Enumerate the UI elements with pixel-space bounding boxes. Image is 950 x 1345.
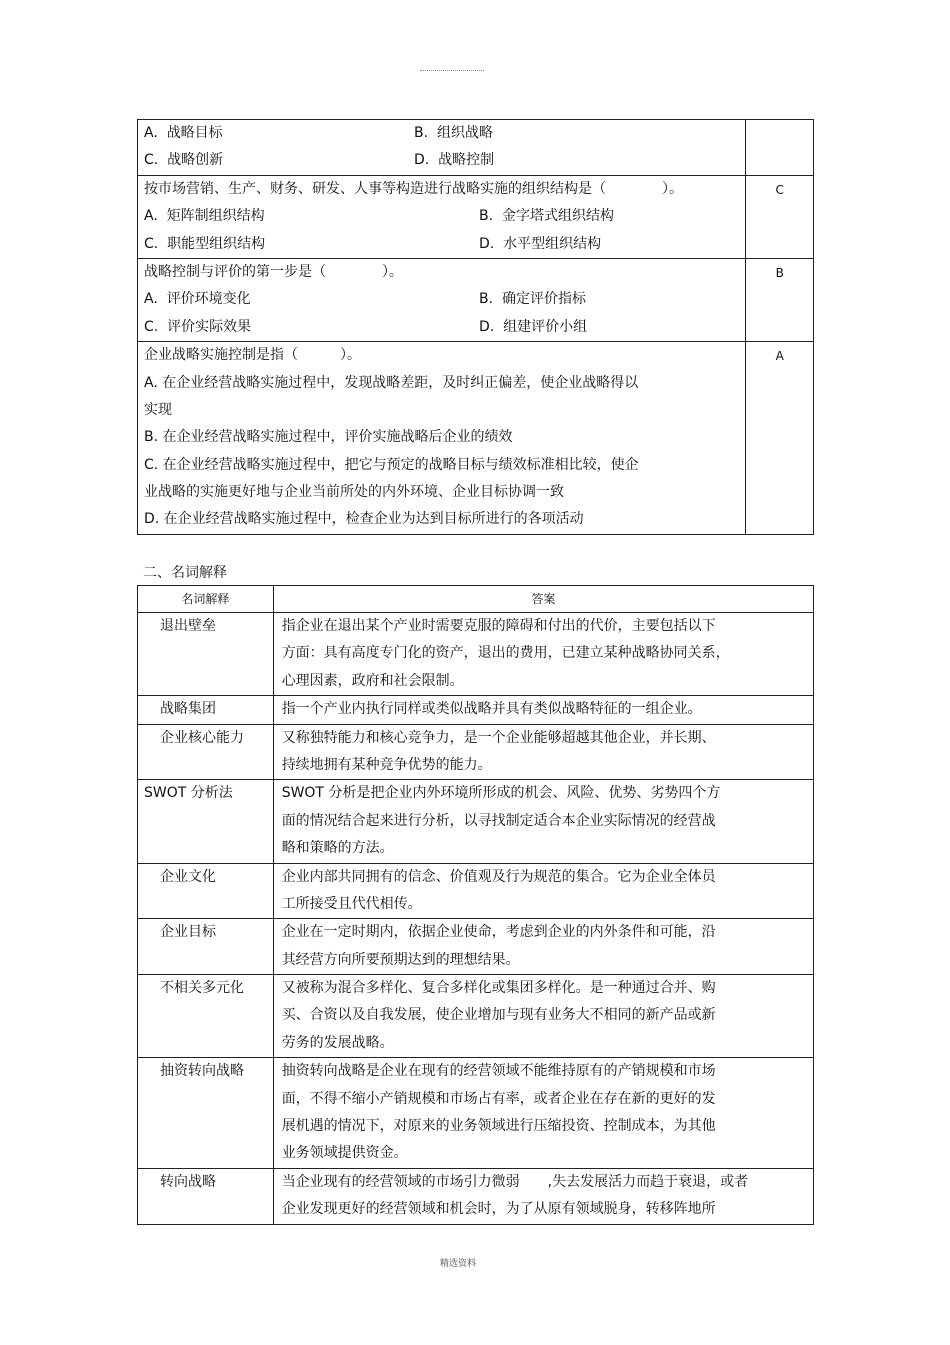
option-text: 战略目标 — [166, 125, 223, 141]
term-label: 退出壁垒 — [160, 618, 216, 634]
options-row: C. 战略创新 D. 战略控制 — [144, 152, 495, 169]
definition-line: 展机遇的情况下，对原来的业务领域进行压缩投资、控制成本，为其他 — [281, 1118, 716, 1135]
term-label: 战略集团 — [160, 701, 216, 718]
table-row — [138, 1058, 814, 1169]
option-text: 金字塔式组织结构 — [501, 208, 614, 225]
footer-text: 精选资料 — [440, 1259, 477, 1269]
option-text: 水平型组织结构 — [503, 235, 602, 252]
answer-cell — [746, 120, 814, 176]
mcq-row — [138, 342, 814, 535]
option-line: B. 在企业经营战略实施过程中，评价实施战略后企业的绩效 — [144, 429, 513, 446]
term-cell — [138, 724, 274, 780]
term-cell — [138, 1058, 274, 1169]
options-row: C. 职能型组织结构 D. 水平型组织结构 — [144, 235, 602, 252]
table-row — [138, 613, 814, 696]
term-cell — [138, 975, 274, 1058]
definition-line: 劳务的发展战略。 — [281, 1034, 394, 1051]
option-text: 战略控制 — [438, 152, 495, 169]
option-text: 职能型组织结构 — [167, 235, 266, 252]
option-text: 评价环境变化 — [166, 291, 251, 308]
term-cell — [138, 919, 274, 975]
table-row — [138, 696, 814, 724]
question-cell — [138, 342, 746, 535]
definition-cell — [273, 1168, 813, 1224]
option-line: A. 在企业经营战略实施过程中，发现战略差距，及时纠正偏差，使企业战略得以 — [144, 374, 639, 391]
option-line: 业战略的实施更好地与企业当前所处的内外环境、企业目标协调一致 — [144, 484, 564, 501]
option-line: C. 在企业经营战略实施过程中，把它与预定的战略目标与绩效标准相比较，使企 — [144, 456, 639, 473]
mcq-row — [138, 120, 814, 176]
term-label: 企业目标 — [160, 924, 216, 941]
term-rows — [138, 613, 814, 1225]
definition-line: 面的情况结合起来进行分析，以寻找制定适合本企业实际情况的经营战 — [281, 812, 716, 829]
table-row — [138, 863, 814, 919]
question-stem: 战略控制与评价的第一步是（ ）。 — [144, 263, 403, 280]
term-label: 不相关多元化 — [160, 980, 244, 997]
definition-line: 企业内部共同拥有的信念、价值观及行为规范的集合。它为企业全体员 — [281, 868, 716, 885]
term-label: 企业核心能力 — [160, 729, 244, 746]
options-row: A. 评价环境变化 B. 确定评价指标 — [144, 291, 586, 308]
definition-line: 心理因素，政府和社会限制。 — [281, 672, 464, 689]
definition-cell — [273, 919, 813, 975]
option-text: 组建评价小组 — [503, 318, 588, 335]
definition-line: 买、合资以及自我发展，使企业增加与现有业务大不相同的新产品或新 — [281, 1007, 716, 1024]
definition-line: 面，不得不缩小产销规模和市场占有率，或者企业在存在新的更好的发 — [281, 1090, 716, 1107]
question-cell — [138, 175, 746, 258]
term-cell — [138, 696, 274, 724]
section-title: 二、名词解释 — [143, 565, 227, 581]
definition-line: 又被称为混合多样化、复合多样化或集团多样化。是一种通过合并、购 — [281, 980, 716, 997]
term-cell — [138, 780, 274, 863]
mcq-row — [138, 258, 814, 341]
terms-table — [137, 585, 814, 1225]
definition-line: 企业在一定时期内，依据企业使命，考虑到企业的内外条件和可能，沿 — [281, 924, 716, 941]
definition-line: 业务领域提供资金。 — [281, 1145, 408, 1162]
term-label: SWOT 分析法 — [144, 785, 233, 802]
table-row — [138, 919, 814, 975]
definition-line: 又称独特能力和核心竞争力，是一个企业能够超越其他企业，并长期、 — [281, 729, 716, 746]
header-rule — [420, 70, 484, 71]
definition-cell — [273, 975, 813, 1058]
definition-cell — [273, 696, 813, 724]
header-answer: 答案 — [273, 586, 813, 613]
term-label: 抽资转向战略 — [160, 1063, 244, 1080]
mcq-table — [137, 119, 814, 535]
table-row — [138, 975, 814, 1058]
table-header-row — [138, 586, 814, 613]
options-row: A. 战略目标 B. 组织战略 — [144, 125, 493, 141]
table-row — [138, 1168, 814, 1224]
definition-cell — [273, 780, 813, 863]
answer-cell: A — [746, 342, 814, 535]
definition-cell — [273, 724, 813, 780]
question-stem: 企业战略实施控制是指（ ）。 — [144, 347, 361, 364]
question-stem: 按市场营销、生产、财务、研发、人事等构造进行战略实施的组织结构是（ ）。 — [144, 180, 683, 197]
definition-line: 持续地拥有某种竞争优势的能力。 — [281, 756, 492, 773]
definition-line: 指企业在退出某个产业时需要克服的障碍和付出的代价，主要包括以下 — [281, 618, 716, 634]
question-cell — [138, 120, 746, 176]
definition-cell — [273, 1058, 813, 1169]
definition-line: 企业发现更好的经营领域和机会时，为了从原有领域脱身，转移阵地所 — [281, 1201, 716, 1218]
term-label: 企业文化 — [160, 868, 216, 885]
option-text: 评价实际效果 — [167, 318, 252, 335]
option-text: 确定评价指标 — [501, 291, 586, 308]
definition-line: 工所接受且代代相传。 — [281, 895, 422, 912]
options-row: A. 矩阵制组织结构 B. 金字塔式组织结构 — [144, 208, 614, 225]
answer-cell: B — [746, 258, 814, 341]
definition-line: 其经营方向所要预期达到的理想结果。 — [281, 951, 520, 968]
option-text: 矩阵制组织结构 — [166, 208, 265, 225]
term-cell — [138, 1168, 274, 1224]
option-line: 实现 — [144, 401, 172, 418]
table-row — [138, 724, 814, 780]
option-text: 战略创新 — [167, 152, 224, 169]
answer-cell: C — [746, 175, 814, 258]
definition-line: 略和策略的方法。 — [281, 840, 394, 857]
term-label: 转向战略 — [160, 1173, 216, 1190]
definition-line: 指一个产业内执行同样或类似战略并具有类似战略特征的一组企业。 — [281, 701, 702, 718]
definition-line: 抽资转向战略是企业在现有的经营领域不能维持原有的产销规模和市场 — [281, 1063, 716, 1080]
option-text: 组织战略 — [436, 125, 493, 141]
definition-line: 当企业现有的经营领域的市场引力微弱 ,失去发展活力而趋于衰退，或者 — [281, 1173, 749, 1190]
question-cell — [138, 258, 746, 341]
table-row — [138, 780, 814, 863]
term-cell — [138, 613, 274, 696]
options-row: C. 评价实际效果 D. 组建评价小组 — [144, 318, 588, 335]
option-line: D. 在企业经营战略实施过程中，检查企业为达到目标所进行的各项活动 — [144, 511, 584, 528]
header-term: 名词解释 — [138, 586, 274, 613]
definition-cell — [273, 863, 813, 919]
definition-cell — [273, 613, 813, 696]
definition-line: SWOT 分析是把企业内外环境所形成的机会、风险、优势、劣势四个方 — [281, 785, 721, 802]
mcq-row — [138, 175, 814, 258]
definition-line: 方面：具有高度专门化的资产，退出的费用，已建立某种战略协同关系， — [281, 645, 730, 662]
term-cell — [138, 863, 274, 919]
